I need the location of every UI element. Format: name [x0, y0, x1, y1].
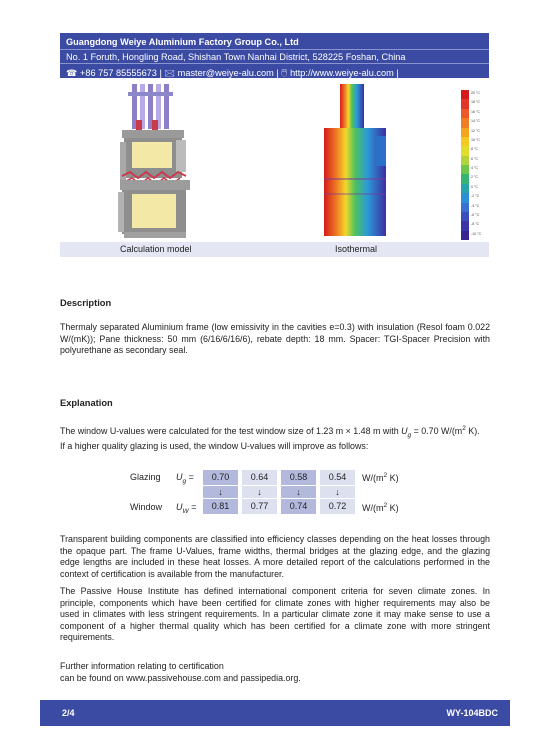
uw-label [176, 502, 196, 515]
arrow-down-icon: ↓ [320, 486, 355, 498]
efficiency-paragraph: Transparent building components are classified into efficiency classes depending on the heat losses through the opaque part. The frame U-Values, frame widths, thermal bridges at the glazing edge, and the glazing edge lengths are included in these heat losses. A more detailed report of the calculations performed in the context of certification is available from the manufacturer. [60, 534, 490, 579]
scale-label: 14 °C [471, 119, 481, 124]
scale-color-swatch [461, 146, 469, 155]
scale-color-swatch [461, 90, 469, 99]
scale-color-swatch [461, 99, 469, 108]
calculation-model-caption: Calculation model [120, 244, 192, 254]
company-address: No. 1 Foruth, Hongling Road, Shishan Town Nanhai District, 528225 Foshan, China [66, 52, 406, 62]
ug-symbol: U [176, 472, 183, 482]
scale-label: 0 °C [471, 184, 479, 189]
calculation-model-figure [110, 84, 200, 242]
figure-caption-bar [60, 242, 489, 257]
ug-value-cell: 0.70 [203, 470, 238, 485]
isothermal-caption: Isothermal [335, 244, 378, 254]
unit-superscript: 2 [383, 472, 388, 479]
uw-symbol: U [176, 502, 183, 512]
further-info-line: Further information relating to certification [60, 661, 224, 671]
description-text: Thermaly separated Aluminium frame (low emissivity in the cavities e=0.3) with insulation (Resol foam 0.022 W/(mK)); Pane thickness: 50 mm (6/16/6/16/6), rebate depth: 18 mm. Spacer: TGI-Spacer Precision with polyurethane as secondary seal. [60, 322, 490, 356]
scale-color-swatch [461, 212, 469, 221]
scale-label: 6 °C [471, 156, 479, 161]
scale-color-swatch [461, 118, 469, 127]
ug-value-cell: 0.54 [320, 470, 355, 485]
header-divider [60, 63, 489, 64]
isothermal-figure [318, 84, 398, 242]
ug-value-cell: 0.58 [281, 470, 316, 485]
intro-text: If a higher quality glazing is used, the window U-values will improve as follows: [60, 441, 369, 452]
ug-label [176, 472, 194, 485]
intro-text: K). [465, 425, 480, 436]
temperature-scale [461, 90, 487, 240]
explanation-heading: Explanation [60, 398, 113, 408]
scale-label: 18 °C [471, 100, 481, 105]
company-contact: ☎ +86 757 85555673 | 🖂 master@weiye-alu.com | 🖱 http://www.weiye-alu.com | [66, 68, 399, 78]
page-footer [40, 700, 510, 726]
scale-label: 8 °C [471, 147, 479, 152]
header-divider [60, 49, 489, 50]
scale-label: 16 °C [471, 109, 481, 114]
equals-sign: = [191, 502, 197, 512]
ug-unit [362, 472, 399, 483]
superscript: 2 [462, 425, 466, 432]
scale-label: -8 °C [471, 222, 480, 227]
scale-color-swatch [461, 156, 469, 165]
uw-value-cell: 0.74 [281, 499, 316, 514]
intro-text: The window U-values were calculated for the test window size of 1.23 m × 1.48 m with [60, 425, 402, 436]
ug-value-cell: 0.64 [242, 470, 277, 485]
uw-subscript: W [182, 507, 189, 515]
equals-sign: = [188, 472, 194, 482]
unit-superscript: 2 [383, 502, 388, 509]
glazing-label: Glazing [130, 472, 161, 482]
scale-label: 4 °C [471, 166, 479, 170]
arrow-down-icon: ↓ [242, 486, 277, 498]
scale-label: 12 °C [471, 128, 481, 133]
unit-text: K) [387, 503, 399, 513]
climate-zone-paragraph: The Passive House Institute has defined international component criteria for seven climate zones. In principle, components which have been certified for climate zones with higher requirements may also be used in climates with less stringent requirements. In a particular climate zone it may make sense to use a component of a higher thermal quality which has been certified for a climate zone with more stringent requirements. [60, 586, 490, 643]
scale-label: -2 °C [471, 194, 480, 199]
scale-color-swatch [461, 203, 469, 212]
scale-label: -4 °C [471, 203, 480, 208]
ug-subscript: g [182, 477, 187, 485]
company-header [60, 33, 489, 78]
unit-text: K) [387, 473, 399, 483]
scale-color-swatch [461, 109, 469, 118]
scale-color-swatch [461, 231, 469, 240]
window-label: Window [130, 502, 163, 512]
explanation-intro [60, 423, 490, 453]
page-number: 2/4 [62, 708, 75, 718]
scale-color-swatch [461, 221, 469, 230]
scale-color-swatch [461, 174, 469, 183]
uw-unit [362, 502, 399, 513]
uw-value-cell: 0.72 [320, 499, 355, 514]
scale-label: 10 °C [471, 137, 481, 142]
unit-text: W/(m [362, 473, 384, 483]
scale-color-swatch [461, 184, 469, 193]
arrow-down-icon: ↓ [281, 486, 316, 498]
scale-label: -6 °C [471, 212, 480, 217]
scale-label: -10 °C [471, 231, 482, 236]
scale-label: 2 °C [471, 175, 479, 180]
unit-text: W/(m [362, 503, 384, 513]
company-name: Guangdong Weiye Aluminium Factory Group Co., Ltd [66, 37, 299, 47]
ug-symbol: $U_g$ [401, 425, 412, 439]
further-info [60, 661, 490, 684]
scale-label: 20 °C [471, 91, 481, 95]
uw-value-cell: 0.77 [242, 499, 277, 514]
intro-text: = 0.70 W/(m [411, 425, 463, 436]
scale-color-swatch [461, 137, 469, 146]
description-heading: Description [60, 298, 112, 308]
uw-value-cell: 0.81 [203, 499, 238, 514]
scale-color-swatch [461, 128, 469, 137]
scale-color-swatch [461, 165, 469, 174]
further-info-line: can be found on www.passivehouse.com and passipedia.org. [60, 672, 301, 683]
document-id: WY-104BDC [446, 708, 498, 718]
scale-color-swatch [461, 193, 469, 202]
ug-subscript: g [407, 431, 412, 439]
arrow-down-icon: ↓ [203, 486, 238, 498]
